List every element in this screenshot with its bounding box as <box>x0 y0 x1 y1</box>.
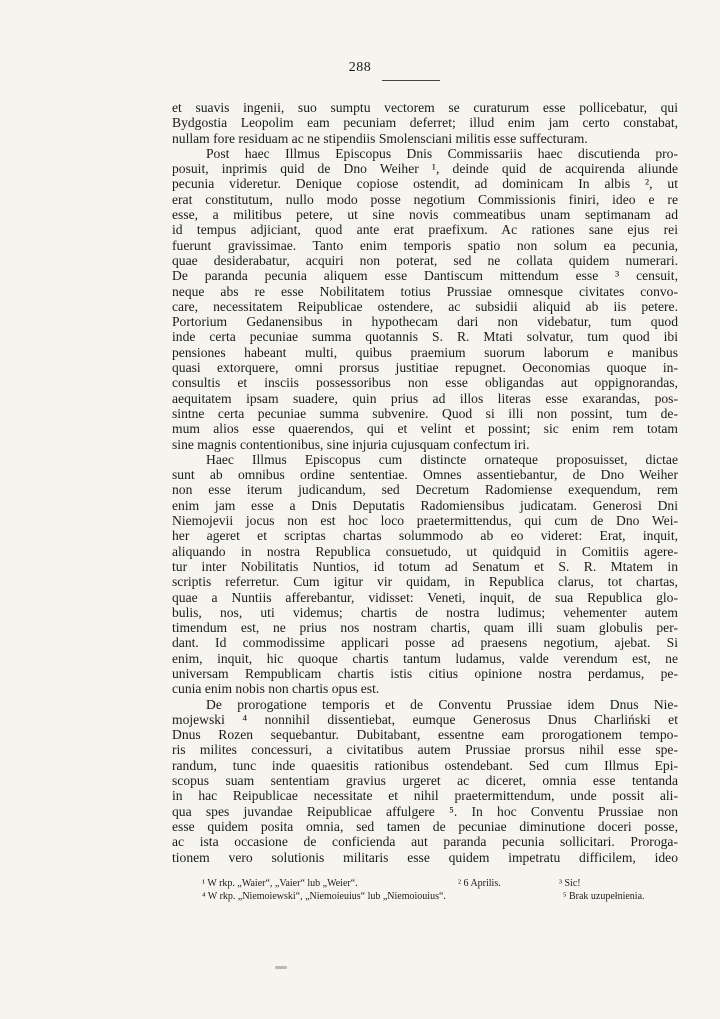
text-line: erat constitutum, nullo modo posse negotium Commissionis finiri, ideo e re <box>172 191 678 207</box>
text-line: qua spes juvandae Reipublicae affulgere ⁵. In hoc Conventu Prussiae non <box>172 803 678 819</box>
text-line: nullam fore residuam ac ne stipendiis Smolensciani militis esse suffecturam. <box>172 130 588 146</box>
text-line: ris milites concessuri, a civitatibus autem Prussiae prorsus nihil esse spe- <box>172 742 678 758</box>
text-line: quae desiderabatur, acquiri non poterat, sed ne collata quidem numerari. <box>172 252 678 268</box>
text-line: care, necessitatem Reipublicae ostendere, ac subsidii aliquid ab iis petere. <box>172 298 678 314</box>
text-line: et suavis ingenii, suo sumptu vectorem se curaturum esse pollicebatur, qui <box>172 100 678 115</box>
print-mark <box>275 966 287 969</box>
text-line: universam Rempublicam chartis istis citius opinione nostra perdamus, pe- <box>172 665 678 681</box>
footnote-row <box>202 878 678 891</box>
text-line: tionem vero solutionis militaris esse quidem impetratu difficilem, ideo <box>172 849 678 865</box>
text-line: her ageret et scriptas chartas solummodo ab eo videret: Erat, inquit, <box>172 528 678 544</box>
text-line: id tempus adjiciant, quod ante erat praefixum. Ac rationes sane ejus rei <box>172 222 678 238</box>
text-line: mum alios esse quaerendos, qui et velint et possint; sic enim rem totam <box>172 421 678 437</box>
text-line: ac ista occasione de conficienda aut paranda pecunia sollicitari. Proroga- <box>172 834 678 850</box>
text-line: cunia enim nobis non chartis opus est. <box>172 681 380 697</box>
footnote-2: ² 6 Aprilis. <box>458 878 501 889</box>
text-line: sine magnis contentionibus, sine injuria cujusquam confectum iri. <box>172 436 530 452</box>
text-line: timendum est, ne prius nos nostram chartis, quam illi suam globulis per- <box>172 620 678 636</box>
text-line: Dnus Rozen sequebantur. Dubitabant, essentne eam prorogationem tempo- <box>172 727 678 743</box>
text-line: inde certa pecuniae summa quotannis S. R. Mtati solvatur, tum quod ibi <box>172 329 678 345</box>
page-number-rule <box>382 80 440 81</box>
text-line: Portorium Gedanensibus in hypothecam dari non videbatur, tum quod <box>172 314 678 330</box>
text-line: De prorogatione temporis et de Conventu Prussiae idem Dnus Nie- <box>206 696 678 712</box>
text-line: neque abs re esse Nobilitatem totius Prussiae omnesque civitates convo- <box>172 283 678 299</box>
text-line: sunt ab omnibus ordine sententiae. Omnes assentiebantur, de Dno Weiher <box>172 467 678 483</box>
text-line: scopus suam sententiam gravius urgeret ac diceret, omnia esse tentanda <box>172 773 678 789</box>
text-line: consultis et insciis possessoribus non esse obligandas aut oppignorandas, <box>172 375 678 391</box>
text-line: posuit, inprimis quid de Dno Weiher ¹, deinde quid de acquirenda aliunde <box>172 161 678 177</box>
text-line: sintne certa pecuniae summa subvenire. Quod si illi non possint, tum de- <box>172 405 678 421</box>
footnote-4: ⁴ W rkp. „Niemoiewski“, „Niemoieuius“ lub „Niemoiouius“. <box>202 890 446 902</box>
text-line: pecunia videretur. Denique copiose ostendit, ad dominicam In albis ², ut <box>172 176 678 192</box>
text-line: dant. Id commodissime applicari posse ad praesens negotium, ajebat. Si <box>172 635 678 651</box>
text-line: randum, tunc inde quaesitis rationibus ostendebant. Sed cum Illmus Epi- <box>172 757 678 773</box>
text-line: bulis, nos, uti videmus; chartis de nostra ludimus; vehementer autem <box>172 604 678 620</box>
text-line: scriptis referretur. Cum igitur vir quidam, in Republica clarus, tot chartas, <box>172 574 678 590</box>
text-line: enim jam esse a Dnis Deputatis Radomiensibus judicatam. Generosi Dni <box>172 497 678 513</box>
text-line: mojewski ⁴ nonnihil dissentiebat, eumque Generosus Dnus Charliński et <box>172 711 678 727</box>
footnotes <box>202 878 678 903</box>
text-line: tur inter Nobilitatis Nuntios, id totum ad Senatum et S. R. Mtatem in <box>172 558 678 574</box>
text-line: Haec Illmus Episcopus cum distincte ornateque proposuisset, dictae <box>206 451 678 467</box>
text-line: quasi extorquere, omni prorsus justitiae repugnet. Oeconomias quoque in- <box>172 360 678 376</box>
footnote-1: ¹ W rkp. „Waier“, „Vaier“ lub „Weier“. <box>202 878 358 889</box>
footnote-5: ⁵ Brak uzupełnienia. <box>563 890 645 902</box>
text-line: pensiones habeant multi, quibus praemium suorum laborum e manibus <box>172 344 678 360</box>
text-line: esse quidem posita omnia, sed tamen de pecuniae diminutione doceri posse, <box>172 818 678 834</box>
text-line: Post haec Illmus Episcopus Dnis Commissariis haec discutienda pro- <box>206 145 678 161</box>
text-line: Bydgostia Leopolim eam pecuniam deferret; illud enim jam certo constabat, <box>172 115 678 131</box>
text-line: aliquando in nostra Republica consuetudo, ut quidquid in Comitiis agere- <box>172 543 678 559</box>
text-line: enim, inquit, hic quoque chartis tantum ludamus, valde verendum est, ne <box>172 650 678 666</box>
text-line: quae a Nuntiis afferebantur, vidisset: Veneti, inquit, de sua Republica glo- <box>172 589 678 605</box>
text-line: De paranda pecunia aliquem esse Dantiscum mittendum esse ³ censuit, <box>172 268 678 284</box>
text-line: aequitatem ipsam suadere, quin prius ad illos literas esse exarandas, pos- <box>172 390 678 406</box>
page-number: 288 <box>348 60 372 75</box>
text-line: non esse iterum judicandum, sed Decretum Radomiense exequendum, rem <box>172 482 678 498</box>
text-line: esse, a militibus petere, ut sine novis commeatibus unam septimanam ad <box>172 207 678 223</box>
footnote-3: ³ Sic! <box>559 878 581 889</box>
footnote-row <box>202 891 678 904</box>
text-line: fuerunt gravissimae. Tanto enim temporis spatio non solum ea pecunia, <box>172 237 678 253</box>
text-line: Niemojevii jocus non est hoc loco praetermittendus, qui cum de Dno Wei- <box>172 513 678 529</box>
body-text <box>172 100 678 865</box>
text-line: in hac Reipublicae necessitate et nihil praetermittendum, unde possit ali- <box>172 788 678 804</box>
